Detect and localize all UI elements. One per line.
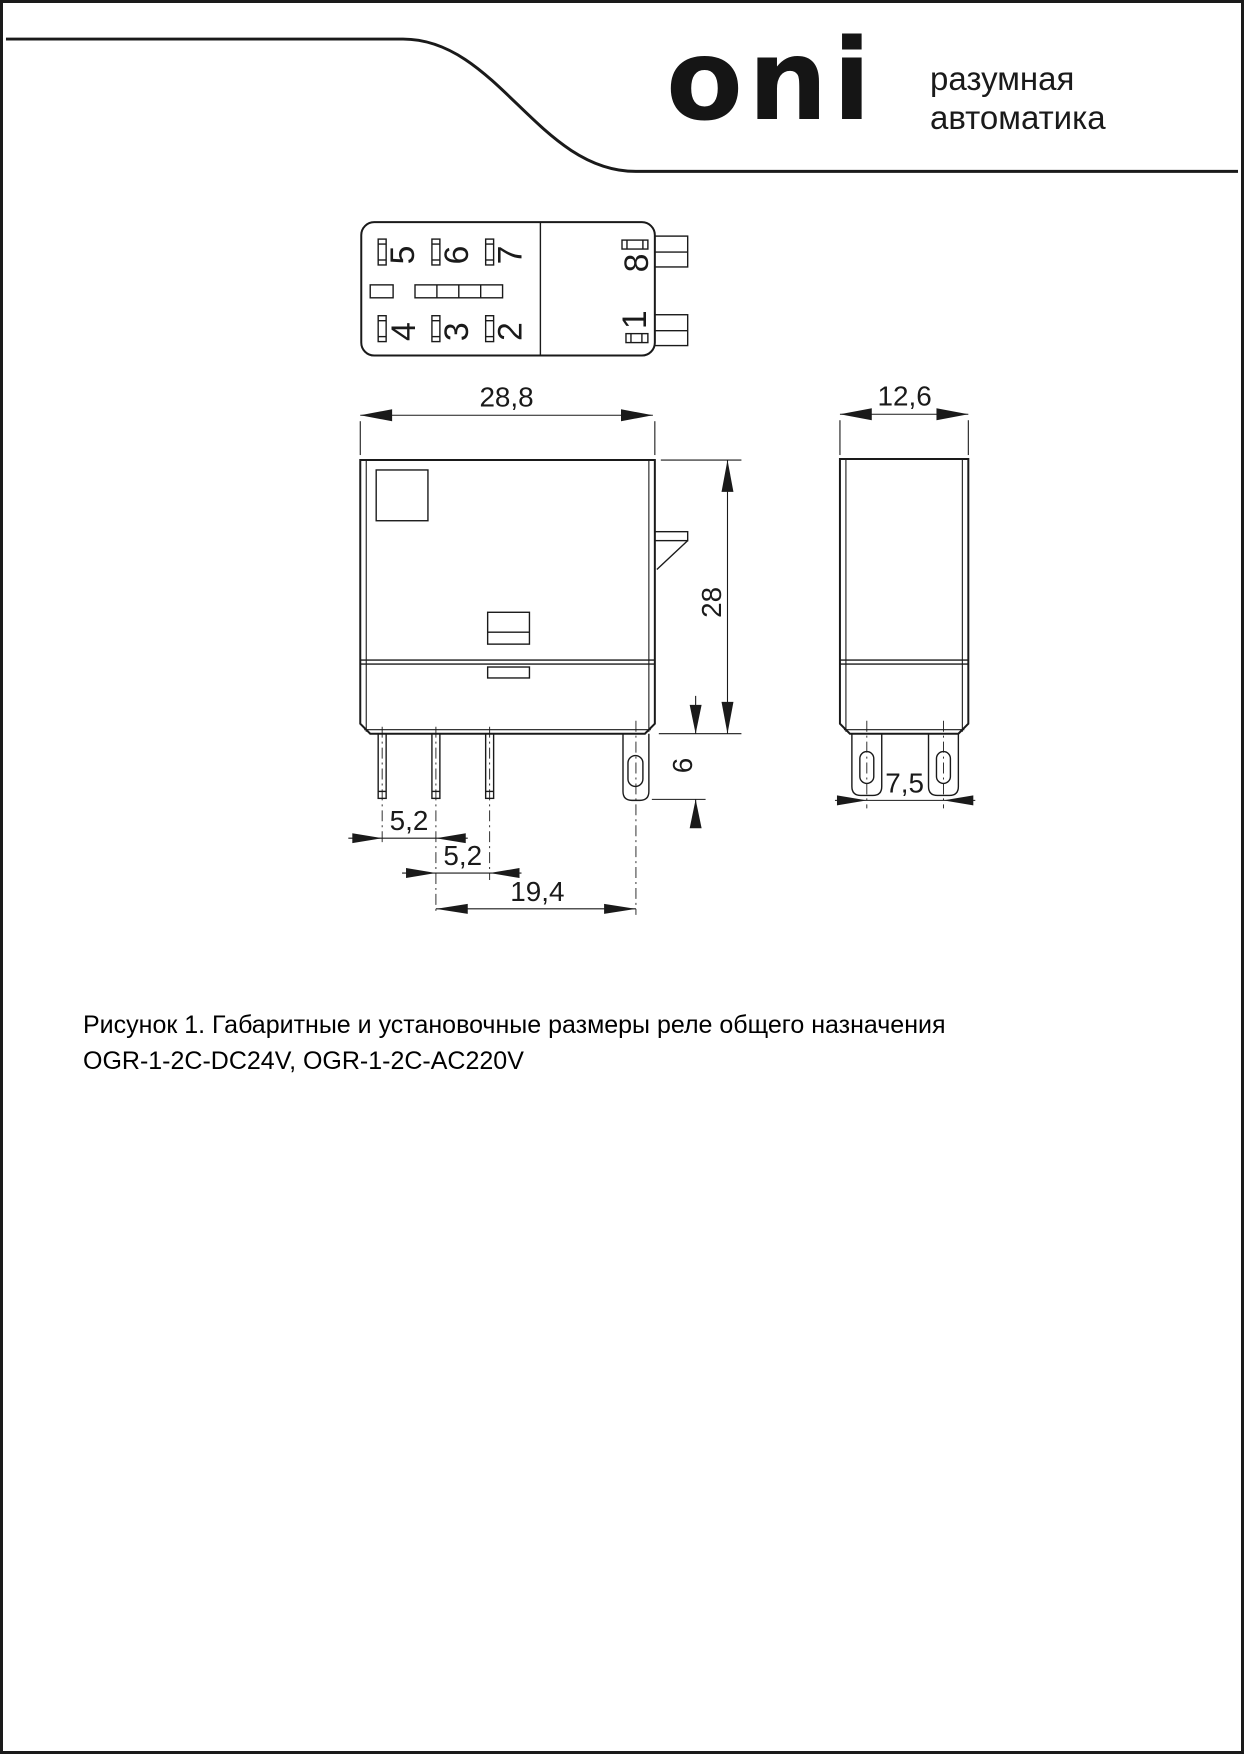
dim-pitch1-label: 5,2 [389, 805, 429, 837]
front-latch-slot [488, 612, 530, 678]
brand-tagline [930, 59, 1106, 137]
pin-label-8: 8 [617, 253, 656, 273]
front-label-window [376, 470, 428, 521]
figure-caption [83, 1007, 983, 1079]
dim-side-width-label: 12,6 [877, 380, 932, 412]
technical-drawing [3, 3, 1241, 1751]
pin-slot-8 [622, 240, 648, 249]
dim-span-label: 19,4 [510, 875, 565, 907]
top-view [361, 222, 687, 355]
dim-side-pitch-7-5 [835, 767, 975, 805]
dim-height-label: 28 [696, 586, 728, 618]
top-view-tab-upper [655, 236, 688, 267]
pin-label-7: 7 [491, 245, 530, 265]
front-view [348, 381, 741, 915]
pin-label-4: 4 [385, 322, 424, 342]
brand-tagline-line2: автоматика [930, 99, 1106, 136]
dim-pitch1-5-2 [348, 805, 467, 843]
dim-pin-label: 6 [667, 757, 699, 774]
key-slot-long [415, 285, 503, 298]
figure-caption-line1: Рисунок 1. Габаритные и установочные размеры реле общего назначения [83, 1011, 946, 1039]
key-slot-small [370, 285, 393, 298]
solder-pin-c [486, 727, 494, 880]
side-body-outline [840, 459, 968, 734]
dim-width-28-8 [360, 381, 655, 455]
solder-pin-a [378, 727, 386, 845]
figure-caption-line2: OGR-1-2C-DC24V, OGR-1-2C-AC220V [83, 1047, 524, 1075]
dim-pitch2-5-2 [402, 840, 521, 878]
dim-side-width-12-6 [840, 380, 968, 455]
brand-logo: oni [666, 16, 877, 146]
solder-pin-b [432, 727, 440, 915]
pin-label-1: 1 [615, 310, 654, 330]
pin-label-2: 2 [491, 322, 530, 342]
pin-slot-1 [626, 334, 648, 343]
pin-label-6: 6 [437, 245, 476, 265]
brand-tagline-line1: разумная [930, 60, 1075, 97]
dim-pitch2-label: 5,2 [443, 840, 483, 872]
pin-label-5: 5 [384, 245, 423, 265]
pin-label-3: 3 [437, 322, 476, 342]
front-body-outline [360, 460, 655, 734]
top-view-tab-lower [655, 315, 688, 346]
front-side-clip [655, 532, 688, 570]
mounting-pin-front [623, 721, 649, 915]
side-view [835, 380, 975, 808]
dim-span-19-4 [436, 876, 636, 914]
dim-height-28 [659, 460, 742, 734]
dim-side-pitch-label: 7,5 [885, 767, 924, 799]
dim-width-label: 28,8 [479, 381, 534, 413]
dim-pin-6 [652, 696, 706, 828]
